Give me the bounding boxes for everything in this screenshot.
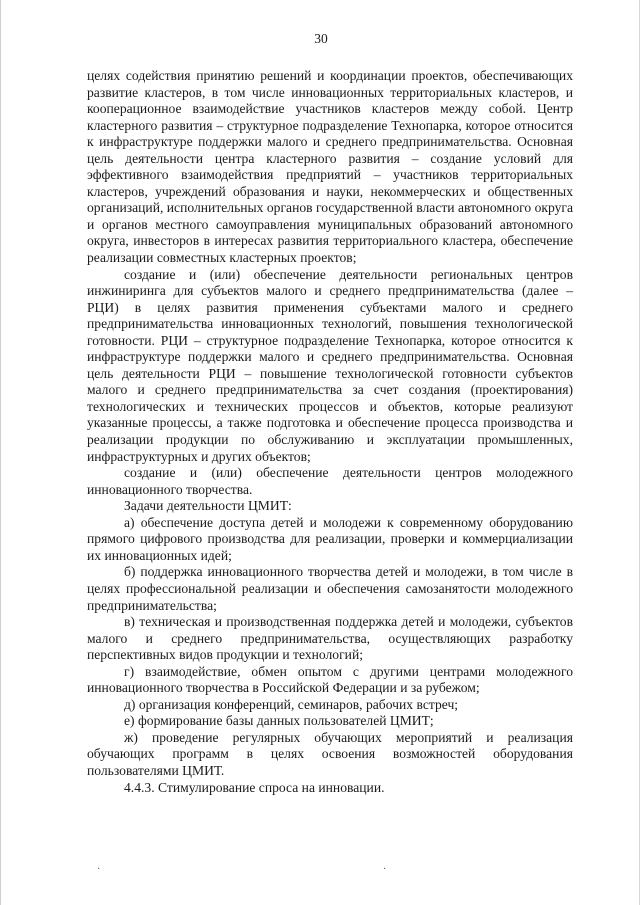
scan-speck: ·: [97, 864, 101, 875]
paragraph-10: е) формирование базы данных пользователей ЦМИТ;: [124, 713, 434, 729]
paragraph-1: целях содействия принятию решений и координации проектов, обеспечивающих развитие кластеров, в том числе инновационных территориальных кластеров, и кооперационное взаимодействие участников кластеров между собой. Центр кластерного развития – структурное подразделение Технопарка, которое относится к инфраструктуре поддержки малого и среднего предпринимательства. Основная цель деятельности центра кластерного развития – создание условий для эффективного взаимодействия предприятий – участников территориальных кластеров, учреждений образования и науки, некоммерческих и общественных организаций, исполнительных органов государственной власти автономного округа и органов местного самоуправления муниципальных образований автономного округа, инвесторов в интересах развития территориального кластера, обеспечение реализации совместных кластерных проектов;: [87, 68, 573, 266]
paragraph-5: а) обеспечение доступа детей и молодежи к современному оборудованию прямого цифрового производства для реализации, проверки и коммерциализации их инновационных идей;: [87, 514, 573, 563]
paragraph-3: создание и (или) обеспечение деятельности центров молодежного инновационного творчества.: [87, 465, 573, 497]
paragraph-4: Задачи деятельности ЦМИТ:: [124, 498, 292, 514]
paragraph-7: в) техническая и производственная поддержка детей и молодежи, субъектов малого и среднего предпринимательства, осуществляющих разработку перспективных видов продукции и технологий;: [87, 614, 573, 663]
paragraph-2: создание и (или) обеспечение деятельности региональных центров инжиниринга для субъектов малого и среднего предпринимательства (далее – РЦИ) в целях развития применения субъектами малого и среднего предпринимательства инновационных технологий, повышения технологической готовности. РЦИ – структурное подразделение Технопарка, которое относится к инфраструктуре поддержки малого и среднего предпринимательства. Основная цель деятельности РЦИ – повышение технологической готовности субъектов малого и среднего предпринимательства за счет создания (проектирования) технологических и технических процессов и объектов, которые реализуют указанные процессы, а также подготовка и обеспечение процесса производства и реализации продукции по обслуживанию и эксплуатации промышленных, инфраструктурных и других объектов;: [87, 266, 573, 464]
document-body: [87, 68, 573, 796]
paragraph-9: д) организация конференций, семинаров, рабочих встреч;: [124, 696, 459, 712]
paragraph-11: ж) проведение регулярных обучающих мероприятий и реализация обучающих программ в целях освоения возможностей оборудования пользователями ЦМИТ.: [87, 729, 573, 778]
scan-speck: ·: [383, 864, 387, 875]
paragraph-12: 4.4.3. Стимулирование спроса на инновации.: [124, 779, 385, 795]
page-number: 30: [314, 31, 328, 46]
paragraph-8: г) взаимодействие, обмен опытом с другими центрами молодежного инновационного творчества в Российской Федерации и за рубежом;: [87, 663, 573, 696]
paragraph-6: б) поддержка инновационного творчества детей и молодежи, в том числе в целях профессиональной реализации и обеспечения самозанятости молодежного предпринимательства;: [87, 564, 573, 613]
